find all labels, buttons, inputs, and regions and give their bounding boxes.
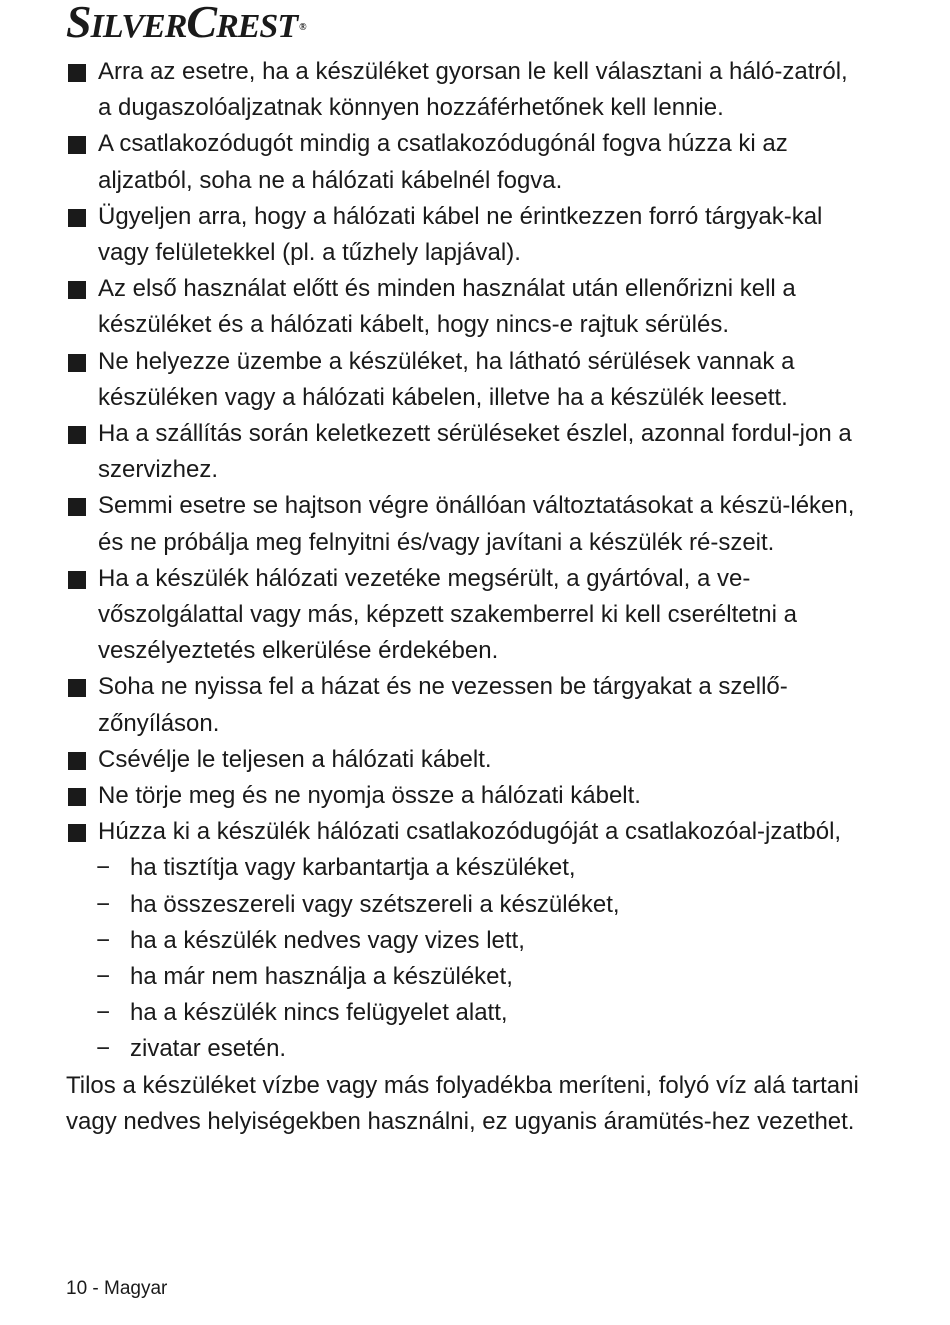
square-bullet-icon bbox=[68, 824, 86, 842]
bullet-item: Ha a készülék hálózati vezetéke megsérült, a gyártóval, a ve-vőszolgálattal vagy más, képzett szakemberrel ki kell cseréltetni a veszélyeztetés elkerülése érdekében. bbox=[66, 561, 866, 670]
dash-bullet-icon: − bbox=[96, 854, 111, 882]
dash-bullet-icon: − bbox=[96, 963, 111, 991]
dash-bullet-icon: − bbox=[96, 926, 111, 954]
dash-bullet-icon: − bbox=[96, 999, 111, 1027]
bullet-list bbox=[66, 54, 866, 850]
bullet-item: Soha ne nyissa fel a házat és ne vezessen be tárgyakat a szellő-zőnyíláson. bbox=[66, 669, 866, 741]
bullet-item: Húzza ki a készülék hálózati csatlakozódugóját a csatlakozóal-jzatból, bbox=[66, 814, 866, 850]
bullet-item: Arra az esetre, ha a készüléket gyorsan le kell választani a háló-zatról, a dugaszolóaljzatnak könnyen hozzáférhetőnek kell lennie. bbox=[66, 54, 866, 126]
dash-bullet-icon: − bbox=[96, 1035, 111, 1063]
dash-item: − ha a készülék nedves vagy vizes lett, bbox=[66, 923, 866, 959]
bullet-item: Ha a szállítás során keletkezett sérüléseket észlel, azonnal fordul-jon a szervizhez. bbox=[66, 416, 866, 488]
safety-instructions bbox=[66, 54, 866, 1140]
square-bullet-icon bbox=[68, 136, 86, 154]
bullet-item: Ne helyezze üzembe a készüléket, ha látható sérülések vannak a készüléken vagy a hálózati kábelen, illetve ha a készülék leesett. bbox=[66, 344, 866, 416]
square-bullet-icon bbox=[68, 426, 86, 444]
dash-item: − ha összeszereli vagy szétszereli a készüléket, bbox=[66, 887, 866, 923]
silvercrest-logo: SILVERCREST ® bbox=[66, 0, 306, 47]
bullet-item: Ügyeljen arra, hogy a hálózati kábel ne érintkezzen forró tárgyak-kal vagy felületekkel (pl. a tűzhely lapjával). bbox=[66, 199, 866, 271]
square-bullet-icon bbox=[68, 679, 86, 697]
square-bullet-icon bbox=[68, 752, 86, 770]
dash-item: − ha már nem használja a készüléket, bbox=[66, 959, 866, 995]
dash-bullet-icon: − bbox=[96, 890, 111, 918]
registered-mark: ® bbox=[299, 22, 306, 33]
square-bullet-icon bbox=[68, 571, 86, 589]
square-bullet-icon bbox=[68, 498, 86, 516]
dash-item: − ha a készülék nincs felügyelet alatt, bbox=[66, 995, 866, 1031]
page-footer: 10 - Magyar bbox=[66, 1278, 168, 1299]
bullet-item: Az első használat előtt és minden használat után ellenőrizni kell a készüléket és a hálózati kábelt, hogy nincs-e rajtuk sérülés. bbox=[66, 271, 866, 343]
bullet-item: Csévélje le teljesen a hálózati kábelt. bbox=[66, 742, 866, 778]
bullet-item: A csatlakozódugót mindig a csatlakozódugónál fogva húzza ki az aljzatból, soha ne a hálózati kábelnél fogva. bbox=[66, 126, 866, 198]
dash-item: − ha tisztítja vagy karbantartja a készüléket, bbox=[66, 850, 866, 886]
warning-paragraph: Tilos a készüléket vízbe vagy más folyadékba meríteni, folyó víz alá tartani vagy nedves helyiségekben használni, ez ugyanis áramütés-hez vezethet. bbox=[66, 1071, 859, 1135]
square-bullet-icon bbox=[68, 209, 86, 227]
square-bullet-icon bbox=[68, 788, 86, 806]
square-bullet-icon bbox=[68, 64, 86, 82]
bullet-item: Ne törje meg és ne nyomja össze a hálózati kábelt. bbox=[66, 778, 866, 814]
dash-item: − zivatar esetén. bbox=[66, 1031, 866, 1067]
square-bullet-icon bbox=[68, 281, 86, 299]
bullet-item: Semmi esetre se hajtson végre önállóan változtatásokat a készü-léken, és ne próbálja meg felnyitni és/vagy javítani a készülék ré-szeit. bbox=[66, 488, 866, 560]
square-bullet-icon bbox=[68, 354, 86, 372]
dash-list bbox=[66, 850, 866, 1067]
